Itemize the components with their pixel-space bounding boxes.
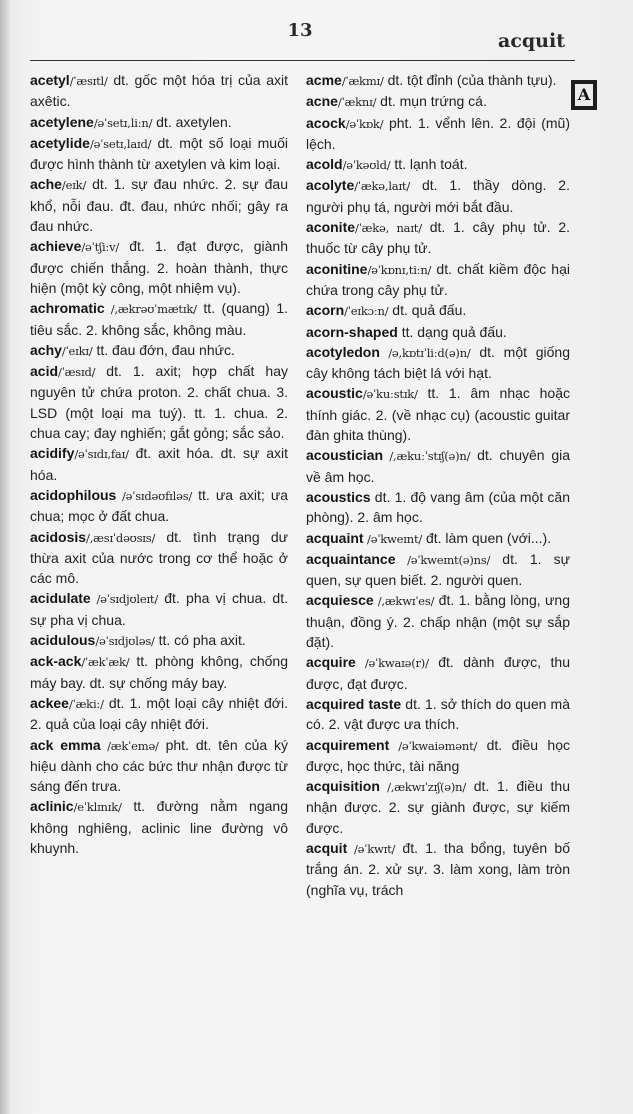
dictionary-entry bbox=[30, 443, 288, 485]
entry-pronunciation: /,ækrəʊˈmætɪk/ bbox=[104, 302, 197, 317]
entry-definition: dt. mụn trứng cá. bbox=[376, 93, 487, 110]
dictionary-entry bbox=[30, 112, 288, 133]
entry-headword: acotyledon bbox=[306, 343, 380, 360]
entry-pronunciation: /əˈsɪdjʊləs/ bbox=[95, 634, 155, 649]
entry-definition: tt. đường nằm ngang không nghiêng, aclinic line đường vô khuynh. bbox=[30, 798, 288, 856]
dictionary-entry bbox=[306, 590, 570, 652]
entry-definition: tt. có pha axit. bbox=[154, 632, 246, 649]
entry-definition: dt. 1. sở thích do quen mà có. 2. vật được ưa thích. bbox=[306, 695, 570, 733]
dictionary-entry bbox=[306, 838, 570, 900]
entry-definition: tt. đau đớn, đau nhức. bbox=[92, 341, 235, 358]
dictionary-entry bbox=[30, 133, 288, 175]
dictionary-entry bbox=[30, 485, 288, 527]
entry-definition: dt. 1. thầy dòng. 2. người phụ tá, người mới bắt đầu. bbox=[306, 177, 570, 215]
dictionary-entry bbox=[306, 217, 570, 259]
entry-headword: acidosis bbox=[30, 528, 87, 545]
dictionary-entry bbox=[30, 174, 288, 236]
entry-definition: đt. 1. tha bổng, tuyên bố trắng án. 2. xử sự. 3. làm xong, làm tròn (nghĩa vụ, trách bbox=[306, 839, 570, 898]
entry-definition: tt. (quang) 1. tiêu sắc. 2. không sắc, không màu. bbox=[30, 300, 288, 338]
entry-pronunciation: /ˈækˈæk/ bbox=[81, 655, 130, 670]
dictionary-entry bbox=[306, 175, 570, 217]
entry-headword: aclinic bbox=[30, 798, 74, 815]
entry-definition: dt. chất kiềm độc hại chứa trong cây phụ tử. bbox=[306, 260, 570, 298]
entry-headword: acetylide bbox=[30, 134, 90, 151]
entry-pronunciation: /əˈtʃiːv/ bbox=[81, 240, 120, 255]
dictionary-entry bbox=[30, 298, 288, 340]
dictionary-entry bbox=[306, 113, 570, 155]
entry-headword: acock bbox=[306, 114, 346, 131]
entry-pronunciation: /əˈsɪdɪ,faɪ/ bbox=[74, 447, 129, 462]
entry-headword: acid bbox=[30, 363, 59, 380]
entry-headword: achromatic bbox=[30, 300, 105, 317]
entry-definition: dt. gốc một hóa trị của axit axêtic. bbox=[30, 72, 288, 110]
entry-pronunciation: /əˈkwaɪə(r)/ bbox=[355, 656, 429, 671]
entry-headword: acquired taste bbox=[306, 695, 402, 712]
entry-definition: dt. 1. sự đau nhức. 2. sự đau khổ, nỗi đau. đt. đau, nhức nhối; gây ra đau nhức. bbox=[30, 176, 288, 235]
entry-headword: acetyl bbox=[30, 72, 70, 88]
entry-pronunciation: /əˈsɪdjʊleɪt/ bbox=[90, 592, 159, 607]
entry-pronunciation: /əˈkɒk/ bbox=[345, 116, 384, 131]
entry-definition: dt. điều học được, học thức, tài năng bbox=[306, 736, 570, 774]
entry-headword: acidify bbox=[30, 445, 75, 462]
entry-definition: đt. 1. bằng lòng, ưng thuận, đồng ý. 2. chấp nhận (một sự sắp đặt). bbox=[306, 592, 570, 651]
entry-pronunciation: /ˈæknɪ/ bbox=[337, 95, 377, 110]
entry-headword: acme bbox=[306, 72, 342, 88]
entry-headword: acquaint bbox=[306, 529, 364, 546]
entry-headword: aconitine bbox=[306, 260, 368, 277]
entry-headword: acorn-shaped bbox=[306, 323, 398, 340]
entry-pronunciation: /ˈæsɪd/ bbox=[58, 365, 96, 380]
page-number: 13 bbox=[287, 20, 313, 41]
entry-headword: acidophilous bbox=[30, 486, 117, 503]
entry-definition: tt. dạng quả đấu. bbox=[397, 323, 507, 340]
entry-pronunciation: /ˈæsɪtl/ bbox=[69, 74, 108, 88]
entry-pronunciation: /əˈkweɪnt/ bbox=[363, 531, 423, 546]
entry-pronunciation: /əˈsetɪ,liːn/ bbox=[93, 115, 153, 130]
entry-definition: đt. dành được, thu được, đạt được. bbox=[306, 654, 570, 692]
dictionary-entry bbox=[306, 652, 570, 694]
entry-headword: achy bbox=[30, 341, 62, 358]
entry-headword: acquisition bbox=[306, 778, 380, 795]
dictionary-entry bbox=[306, 445, 570, 487]
entry-pronunciation: /ˈeɪkɔːn/ bbox=[344, 304, 389, 319]
dictionary-entry bbox=[306, 776, 570, 838]
entry-headword: acold bbox=[306, 156, 343, 173]
entry-pronunciation: /,æsɪˈdəʊsɪs/ bbox=[86, 530, 156, 545]
dictionary-entry bbox=[30, 588, 288, 630]
dictionary-entry bbox=[306, 91, 570, 112]
entry-headword: achieve bbox=[30, 238, 82, 255]
entry-definition: tt. lạnh toát. bbox=[390, 156, 468, 173]
dictionary-entry bbox=[306, 487, 570, 528]
entry-pronunciation: /ˈækə,laɪt/ bbox=[354, 179, 411, 194]
thumb-index-tab bbox=[571, 80, 597, 110]
entry-pronunciation: /əˈkwɪt/ bbox=[347, 841, 396, 856]
entry-definition: dt. 1. axit; hợp chất hay nguyên tử chứa proton. 2. chất chua. 3. LSD (một loại ma tuý). tt. 1. chua. 2. chua cay; đay nghiến; gắt gỏng; sắc sảo. bbox=[30, 363, 288, 442]
entry-definition: dt. một số loại muối được hình thành từ axetylen và kim loại. bbox=[30, 134, 288, 173]
entry-pronunciation: /əˈkəʊld/ bbox=[342, 158, 391, 173]
entry-definition: đt. axit hóa. dt. sự axit hóa. bbox=[30, 445, 288, 483]
entry-pronunciation: /əˈkɒnɪ,tiːn/ bbox=[367, 262, 432, 277]
entry-headword: acoustician bbox=[306, 447, 384, 464]
dictionary-entry bbox=[306, 735, 570, 777]
entry-headword: ache bbox=[30, 176, 62, 193]
entry-definition: đt. làm quen (với...). bbox=[422, 529, 552, 546]
dictionary-entry bbox=[306, 154, 570, 175]
dictionary-entry bbox=[306, 70, 570, 91]
running-head: acquit bbox=[498, 30, 565, 52]
entry-definition: đt. 1. đạt được, giành được chiến thắng. 2. hoàn thành, thực hiện (một kỳ công, một nhiệm vụ). bbox=[30, 238, 288, 296]
dictionary-entry bbox=[306, 342, 570, 384]
entry-headword: ack emma bbox=[30, 736, 101, 753]
dictionary-entry bbox=[30, 361, 288, 443]
dictionary-entry bbox=[306, 322, 570, 342]
page-spine-shadow bbox=[0, 0, 10, 1114]
entry-headword: acolyte bbox=[306, 177, 355, 194]
entry-pronunciation: /ˈeɪkɪ/ bbox=[61, 343, 93, 358]
entry-pronunciation: /,ækwɪˈes/ bbox=[373, 594, 435, 609]
right-column bbox=[306, 70, 570, 900]
dictionary-entry bbox=[30, 340, 288, 361]
dictionary-entry bbox=[30, 651, 288, 693]
entry-definition: dt. 1. sự quen, sự quen biết. 2. người quen. bbox=[306, 550, 570, 589]
entry-definition: pht. 1. vểnh lên. 2. đội (mũ) lệch. bbox=[306, 114, 570, 152]
entry-pronunciation: /ˈækə, naɪt/ bbox=[355, 221, 422, 236]
header-rule bbox=[30, 60, 575, 61]
entry-pronunciation: /ækˈemə/ bbox=[100, 738, 159, 753]
entry-headword: acidulate bbox=[30, 590, 91, 607]
entry-pronunciation: /eˈklɪnɪk/ bbox=[73, 800, 122, 815]
entry-definition: đt. pha vị chua. dt. sự pha vị chua. bbox=[30, 590, 288, 628]
entry-pronunciation: /eɪk/ bbox=[61, 178, 87, 193]
entry-pronunciation: /ˈækmɪ/ bbox=[341, 74, 384, 88]
dictionary-entry bbox=[30, 630, 288, 651]
dictionary-entry bbox=[30, 236, 288, 298]
entry-pronunciation: /əˈkweɪnt(ə)ns/ bbox=[395, 552, 491, 567]
entry-headword: acoustics bbox=[306, 488, 371, 505]
dictionary-entry bbox=[30, 70, 288, 112]
entry-definition: pht. dt. tên của ký hiệu dành cho các bức thư nhận được từ sáng đến trưa. bbox=[30, 736, 289, 795]
entry-pronunciation: /əˈsɪdəʊfɪləs/ bbox=[116, 488, 193, 503]
entry-headword: acoustic bbox=[306, 385, 363, 402]
dictionary-entry bbox=[306, 549, 570, 591]
entry-definition: dt. 1. một loại cây nhiệt đới. 2. quả của loại cây nhiệt đới. bbox=[30, 694, 288, 733]
entry-headword: acne bbox=[306, 93, 338, 110]
entry-pronunciation: /ˈækiː/ bbox=[68, 696, 104, 711]
entry-headword: acquaintance bbox=[306, 550, 396, 567]
entry-pronunciation: /,ækwɪˈzɪʃ(ə)n/ bbox=[379, 780, 467, 795]
entry-pronunciation: /ə,kɒtɪˈliːd(ə)n/ bbox=[379, 345, 471, 360]
entry-headword: acquiesce bbox=[306, 592, 374, 609]
entry-pronunciation: /əˈkwaiəmənt/ bbox=[389, 738, 478, 753]
entry-pronunciation: /,ækuːˈstɪʃ(ə)n/ bbox=[383, 449, 471, 464]
entry-headword: acquirement bbox=[306, 736, 390, 753]
entry-definition: dt. quả đấu. bbox=[388, 302, 467, 319]
entry-definition: dt. tột đỉnh (của thành tựu). bbox=[383, 72, 557, 88]
entry-definition: dt. tình trạng dư thừa axit của nước trong cơ thể hoặc ở các mô. bbox=[30, 528, 288, 587]
entry-pronunciation: /əˈkuːstɪk/ bbox=[362, 387, 418, 402]
entry-headword: acetylene bbox=[30, 113, 94, 130]
dictionary-entry bbox=[306, 259, 570, 301]
entry-pronunciation: /əˈsetɪ,laɪd/ bbox=[89, 136, 152, 151]
entry-definition: dt. 1. độ vang âm (của một căn phòng). 2. âm học. bbox=[306, 488, 570, 526]
entry-headword: acorn bbox=[306, 302, 345, 319]
entry-definition: tt. ưa axit; ưa chua; mọc ở đất chua. bbox=[30, 486, 288, 525]
entry-headword: ackee bbox=[30, 694, 69, 711]
thumb-index-letter: A bbox=[575, 84, 593, 106]
dictionary-entry bbox=[30, 693, 288, 735]
dictionary-entry bbox=[306, 528, 570, 549]
entry-headword: ack-ack bbox=[30, 653, 82, 670]
entry-headword: acquit bbox=[306, 839, 348, 856]
entry-headword: acidulous bbox=[30, 632, 96, 649]
dictionary-entry bbox=[306, 383, 570, 445]
entry-headword: aconite bbox=[306, 219, 356, 236]
entry-definition: dt. một giống cây không tách biệt lá với hạt. bbox=[306, 343, 571, 382]
entry-definition: tt. phòng không, chống máy bay. dt. sự chống máy bay. bbox=[30, 653, 288, 691]
dictionary-entry bbox=[30, 796, 288, 858]
dictionary-entry bbox=[30, 527, 288, 589]
dictionary-entry bbox=[306, 694, 570, 735]
entry-definition: dt. 1. cây phụ tử. 2. thuốc từ cây phụ tử. bbox=[306, 219, 570, 257]
dictionary-entry bbox=[306, 300, 570, 321]
entry-definition: tt. 1. âm nhạc hoặc thính giác. 2. (về nhạc cụ) (acoustic guitar đàn ghita thùng). bbox=[306, 385, 570, 444]
entry-definition: dt. chuyên gia về âm học. bbox=[306, 447, 571, 485]
entry-headword: acquire bbox=[306, 654, 356, 671]
entry-definition: dt. 1. điều thu nhận được. 2. sự giành được, sự kiếm được. bbox=[306, 778, 570, 836]
dictionary-entry bbox=[30, 735, 288, 797]
entry-definition: dt. axetylen. bbox=[152, 113, 232, 130]
left-column bbox=[30, 70, 288, 858]
